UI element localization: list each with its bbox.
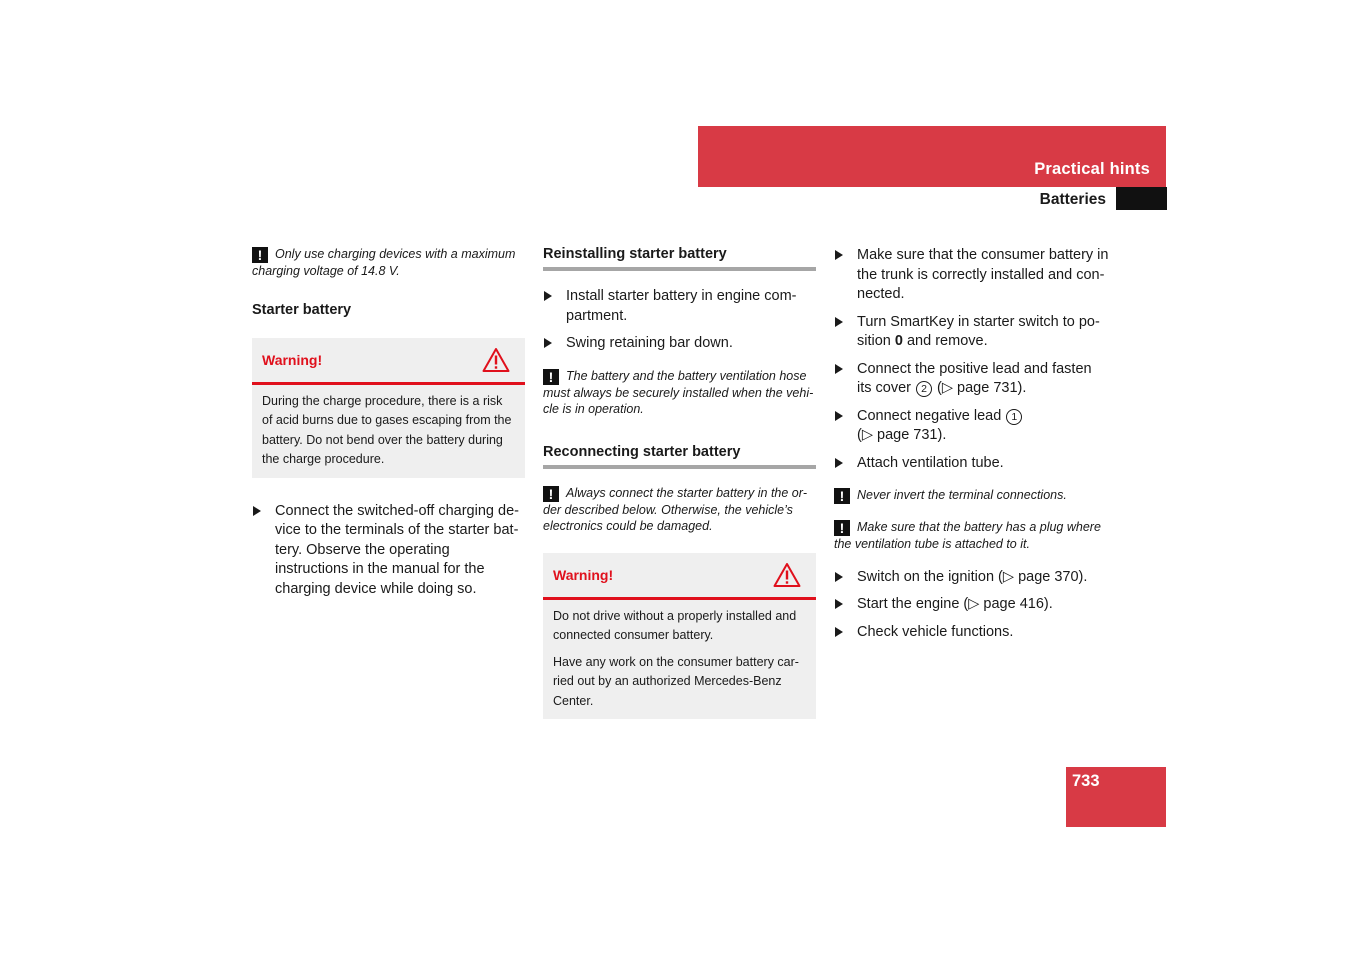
steps-reconnecting-2: [834, 568, 1110, 643]
warning-header: [252, 338, 525, 385]
column-1: [252, 246, 525, 607]
heading-starter-battery: Starter battery: [252, 301, 352, 318]
triangle-bullet-icon: [835, 627, 843, 637]
exclamation-icon: !: [543, 369, 559, 385]
exclamation-icon: !: [834, 520, 850, 536]
triangle-bullet-icon: [544, 291, 552, 301]
list-item: Turn SmartKey in starter switch to position 0 and remove.: [834, 313, 1110, 352]
exclamation-icon: !: [834, 488, 850, 504]
header-band: [698, 126, 1166, 187]
note-charging-voltage: ! Only use charging devices with a maximum charging voltage of 14.8 V.: [252, 247, 516, 278]
page-number-band: [1066, 767, 1166, 827]
list-item: Connect the switched-off charging device to the terminals of the starter battery. Observe the operating instructions in the manual for the charging device while doing so.: [252, 502, 525, 600]
subsection-marker: [1116, 187, 1167, 210]
heading-reconnecting: Reconnecting starter battery: [543, 444, 816, 469]
note-connect-order: ! Always connect the starter battery in the order described below. Otherwise, the vehicle’s electronics could be damaged.: [543, 485, 808, 533]
note-ventilation-plug: ! Make sure that the battery has a plug where the ventilation tube is attached to it.: [834, 520, 1101, 551]
list-item: Connect negative lead 1 (▷ page 731).: [834, 407, 1110, 446]
triangle-bullet-icon: [835, 250, 843, 260]
subsection-title: Batteries: [1039, 191, 1106, 208]
note-terminals: ! Never invert the terminal connections.: [834, 487, 1110, 504]
triangle-bullet-icon: [253, 506, 261, 516]
exclamation-icon: !: [252, 247, 268, 263]
triangle-bullet-icon: [835, 411, 843, 421]
warning-triangle-icon: [482, 347, 510, 373]
warning-body: During the charge procedure, there is a risk of acid burns due to gases escaping from the battery. Do not bend over the battery during the charge procedure.: [262, 393, 512, 466]
callout-number: 2: [916, 381, 932, 397]
list-item: Check vehicle functions.: [834, 623, 1110, 643]
triangle-bullet-icon: [835, 599, 843, 609]
section-title: Practical hints: [1034, 160, 1150, 178]
heading-reinstalling: Reinstalling starter battery: [543, 246, 816, 271]
warning-body: Do not drive without a properly installed and connected consumer battery. Have any work on the consumer battery carried out by an authorized Mercedes-Benz Center.: [553, 608, 799, 708]
triangle-bullet-icon: [835, 317, 843, 327]
list-item: Make sure that the consumer battery in the trunk is correctly installed and connected.: [834, 246, 1110, 305]
steps-reinstalling: [543, 287, 816, 354]
warning-triangle-icon: [773, 562, 801, 588]
callout-number: 1: [1006, 409, 1022, 425]
list-item: Swing retaining bar down.: [543, 334, 816, 354]
steps-charging: [252, 502, 525, 600]
list-item: Switch on the ignition (▷ page 370).: [834, 568, 1110, 588]
warning-header: [543, 553, 816, 600]
note-ventilation-hose: ! The battery and the battery ventilation hose must always be securely installed when the vehicle is in operation.: [543, 368, 814, 416]
warning-label: Warning!: [262, 351, 323, 368]
exclamation-icon: !: [543, 486, 559, 502]
triangle-bullet-icon: [835, 572, 843, 582]
triangle-bullet-icon: [544, 338, 552, 348]
warning-label: Warning!: [553, 566, 614, 583]
column-3: [834, 246, 1110, 650]
page-number: 733: [1072, 772, 1100, 790]
steps-reconnecting-1: [834, 246, 1110, 473]
list-item: Start the engine (▷ page 416).: [834, 595, 1110, 615]
triangle-bullet-icon: [835, 364, 843, 374]
column-2: [543, 246, 816, 743]
warning-box: [252, 338, 525, 478]
list-item: Connect the positive lead and fasten its cover 2 (▷ page 731).: [834, 360, 1110, 399]
list-item: Attach ventilation tube.: [834, 454, 1110, 474]
warning-box: [543, 553, 816, 720]
triangle-bullet-icon: [835, 458, 843, 468]
list-item: Install starter battery in engine compartment.: [543, 287, 816, 326]
